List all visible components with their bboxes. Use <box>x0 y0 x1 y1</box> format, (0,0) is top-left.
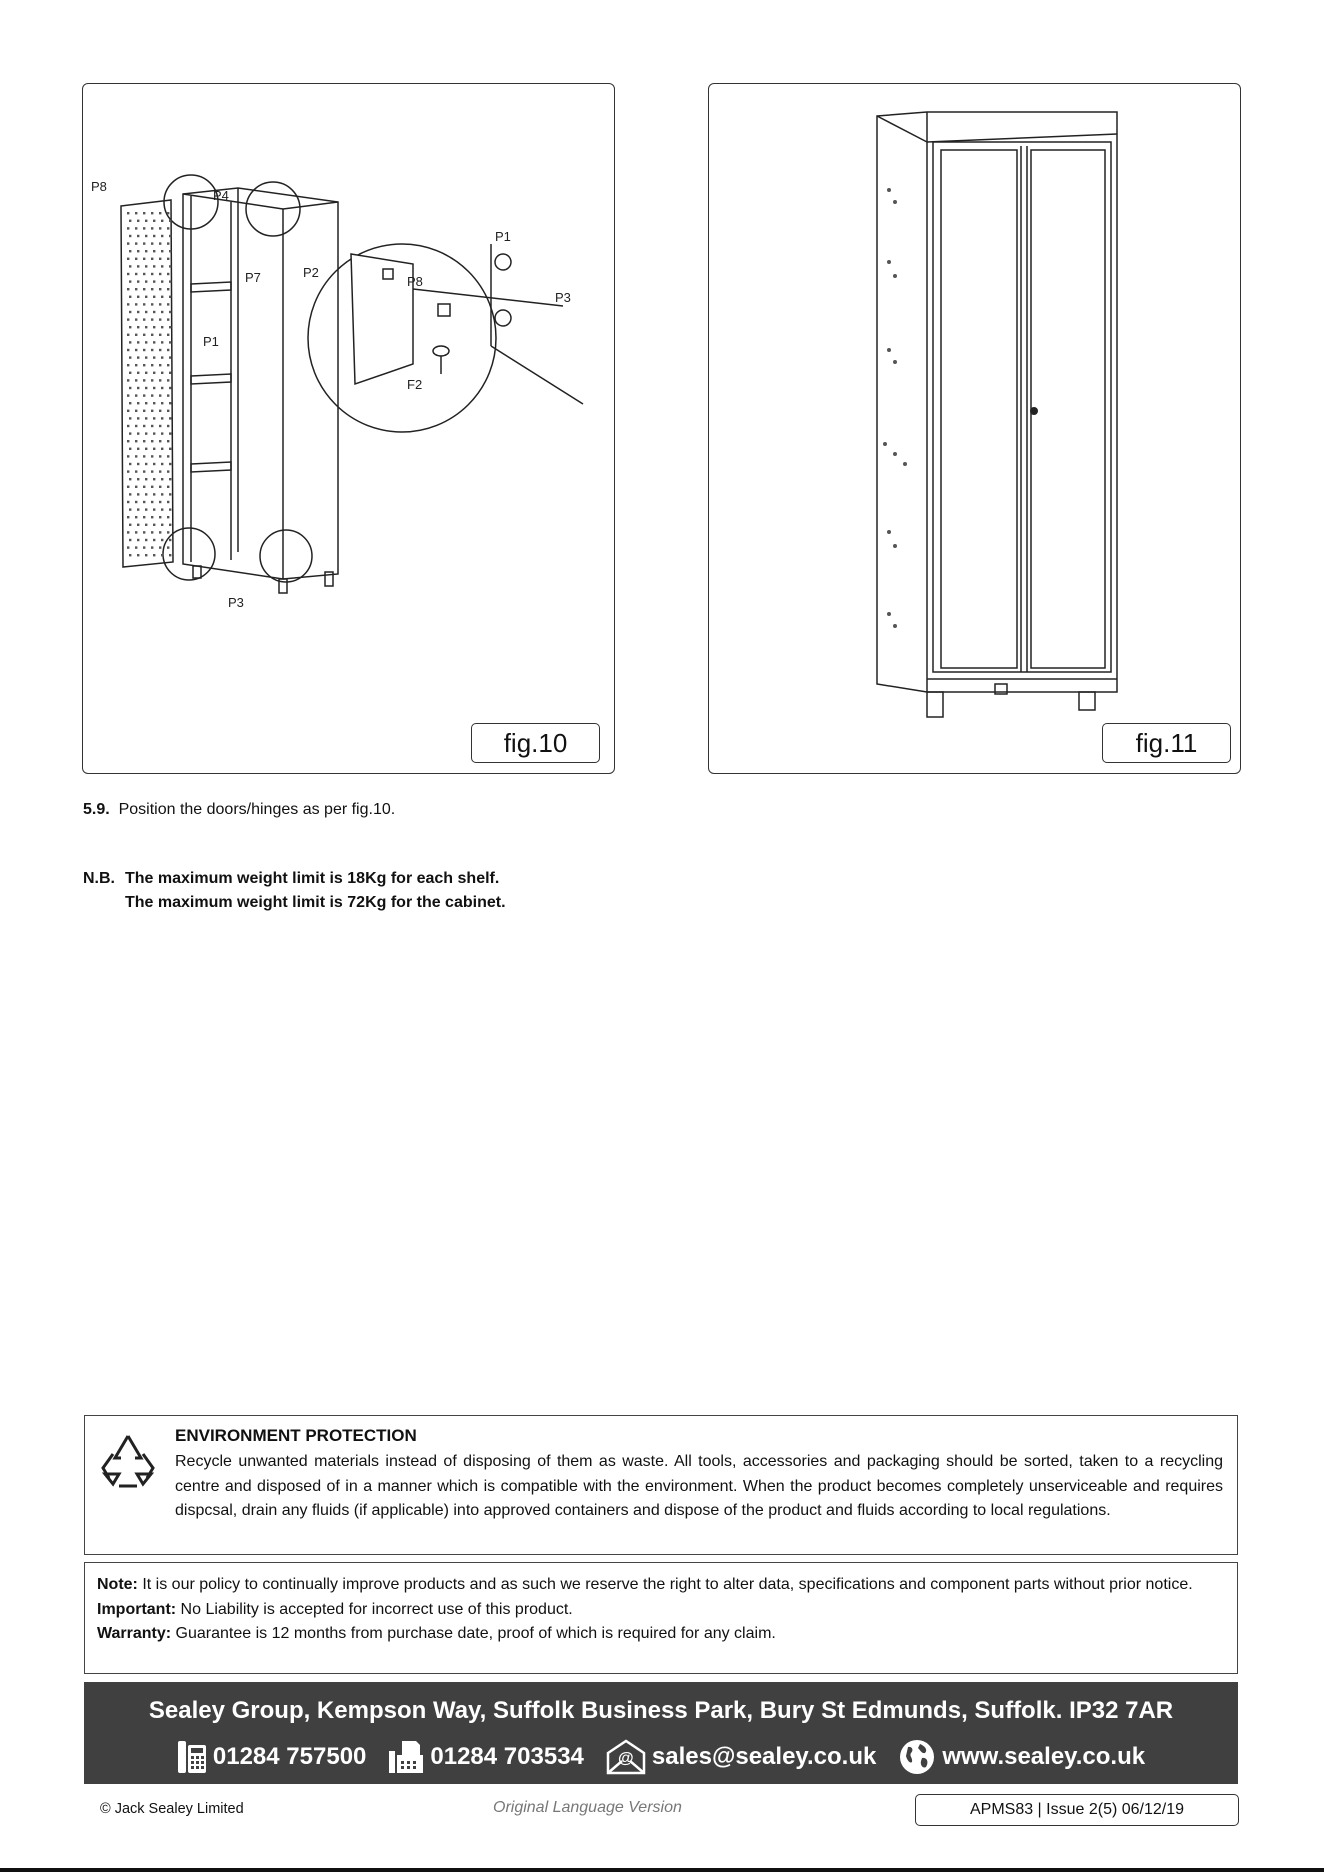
note-text: It is our policy to continually improve products and as such we reserve the right to alter data, specifications and component parts without prior notice. <box>137 1576 1193 1593</box>
contact-banner <box>84 1682 1238 1784</box>
part-label-p2: P2 <box>303 265 319 280</box>
step-5-9 <box>83 801 395 819</box>
nb-line-2: The maximum weight limit is 72Kg for the cabinet. <box>125 894 506 911</box>
email-icon <box>606 1739 646 1775</box>
detail-label-p8: P8 <box>407 274 423 289</box>
important-paragraph <box>85 1598 1237 1623</box>
copyright-text: © Jack Sealey Limited <box>100 1801 244 1817</box>
warranty-label: Warranty: <box>97 1625 172 1642</box>
environment-title: ENVIRONMENT PROTECTION <box>175 1426 417 1445</box>
email-contact <box>606 1739 876 1775</box>
door-handle <box>1030 407 1038 415</box>
environment-body: Recycle unwanted materials instead of disposing of them as waste. All tools, accessories and packaging should be sorted, taken to a recycling centre and disposed of in a manner which is compatible with the environment. When the product becomes completely unserviceable and requires dispcsal, drain any fluids (if applicable) into approved containers and dispose of the product and fluids according to local regulations. <box>175 1453 1223 1519</box>
fax-contact <box>388 1739 584 1775</box>
environment-protection-box <box>84 1415 1238 1555</box>
phone-number[interactable]: 01284 757500 <box>212 1743 367 1770</box>
svg-text:@: @ <box>617 1750 634 1767</box>
recycle-icon <box>97 1430 159 1492</box>
important-text: No Liability is accepted for incorrect use of this product. <box>176 1600 573 1618</box>
detail-label-p1: P1 <box>495 229 511 244</box>
detail-label-f2: F2 <box>407 377 423 392</box>
email-address[interactable]: sales@sealey.co.uk <box>651 1743 877 1770</box>
globe-icon <box>898 1738 936 1776</box>
part-label-p4: P4 <box>213 188 229 203</box>
fig-10-label: fig.10 <box>471 723 600 763</box>
warranty-paragraph <box>85 1622 1237 1647</box>
part-label-p7: P7 <box>245 270 261 285</box>
part-label-p1: P1 <box>203 334 219 349</box>
step-number: 5.9. <box>83 801 110 818</box>
note-label: Note: <box>97 1576 138 1593</box>
bottom-rule <box>0 1868 1324 1872</box>
part-label-p8: P8 <box>91 179 107 194</box>
important-label: Important: <box>97 1600 177 1618</box>
language-version: Original Language Version <box>493 1799 682 1816</box>
nb-note <box>83 867 506 911</box>
fax-number[interactable]: 01284 703534 <box>430 1743 584 1770</box>
detail-label-p3: P3 <box>555 290 571 305</box>
figure-10 <box>82 83 615 774</box>
phone-icon <box>177 1739 207 1775</box>
note-paragraph <box>85 1573 1237 1598</box>
figure-11 <box>708 83 1241 774</box>
assembled-cabinet-drawing <box>709 84 1240 773</box>
step-text: Position the doors/hinges as per fig.10. <box>118 801 396 818</box>
warranty-text: Guarantee is 12 months from purchase date, proof of which is required for any claim. <box>171 1625 776 1642</box>
part-label-p3: P3 <box>228 595 244 610</box>
nb-line-1: The maximum weight limit is 18Kg for each shelf. <box>125 870 500 887</box>
company-address: Sealey Group, Kempson Way, Suffolk Business Park, Bury St Edmunds, Suffolk. IP32 7AR <box>148 1697 1174 1724</box>
cabinet-assembly-diagram <box>83 84 614 773</box>
policy-notes-box <box>84 1562 1238 1674</box>
phone-contact <box>177 1739 367 1775</box>
contact-row <box>84 1738 1238 1776</box>
fax-icon <box>388 1739 424 1775</box>
web-contact <box>898 1738 1145 1776</box>
fig-11-label: fig.11 <box>1102 723 1231 763</box>
website-url[interactable]: www.sealey.co.uk <box>942 1743 1146 1770</box>
nb-prefix: N.B. <box>83 870 115 887</box>
issue-reference: APMS83 | Issue 2(5) 06/12/19 <box>915 1794 1239 1826</box>
